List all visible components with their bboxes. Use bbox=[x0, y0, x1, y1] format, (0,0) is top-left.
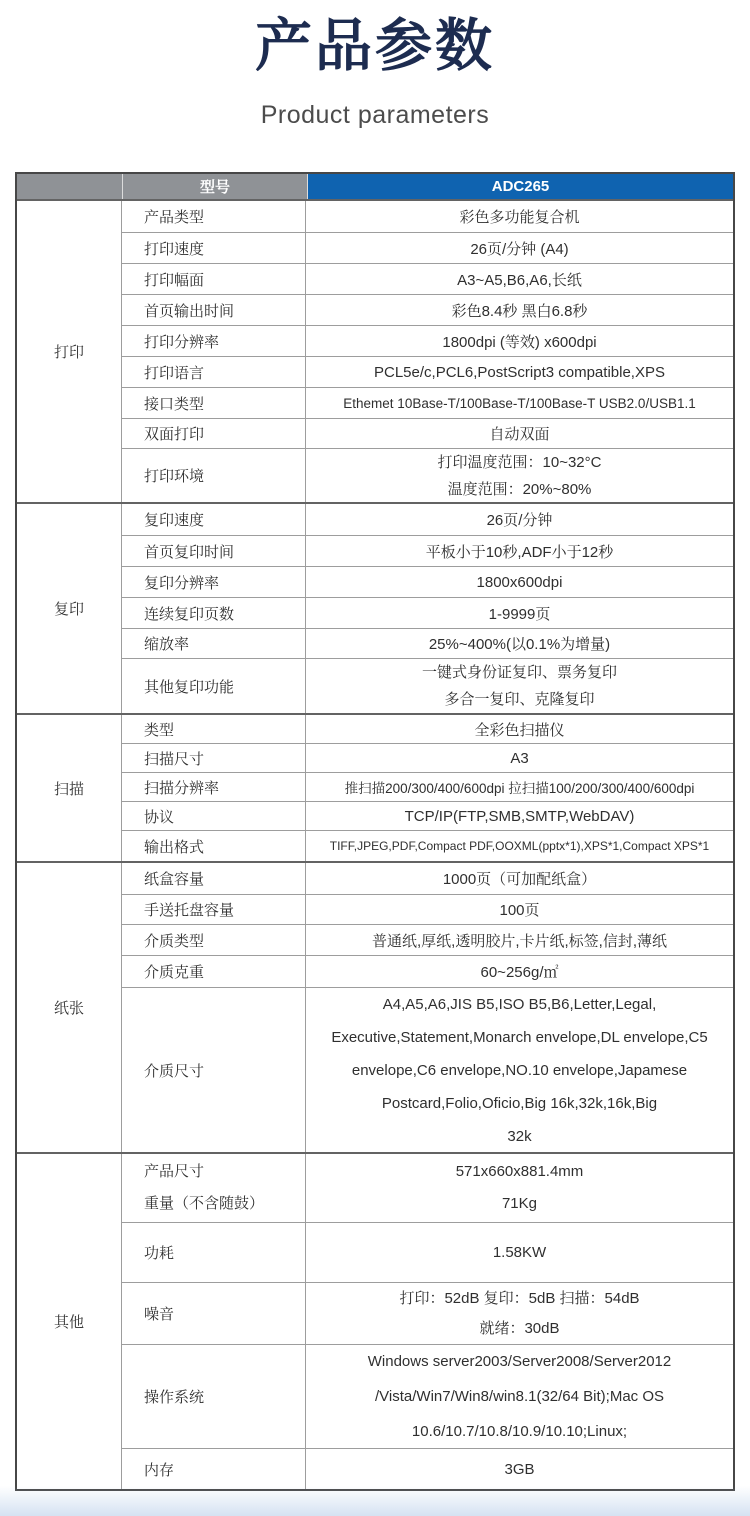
bottom-gradient bbox=[0, 1486, 750, 1516]
spec-value: 推扫描200/300/400/600dpi 拉扫描100/200/300/400/600dpi bbox=[344, 781, 695, 796]
table-row bbox=[122, 1344, 733, 1448]
page-subtitle: Product parameters bbox=[260, 101, 490, 129]
spec-label: 复印分辨率 bbox=[122, 567, 306, 597]
table-row bbox=[122, 658, 733, 713]
header-model-label: 型号 bbox=[122, 174, 307, 199]
section-scan-label: 扫描 bbox=[17, 715, 122, 861]
spec-label: 手送托盘容量 bbox=[122, 895, 306, 924]
spec-value: 1.58KW bbox=[492, 1244, 547, 1261]
spec-value: 普通纸,厚纸,透明胶片,卡片纸,标签,信封,薄纸 bbox=[371, 932, 667, 950]
spec-value: 60~256g/㎡ bbox=[480, 964, 559, 981]
spec-value: 打印温度范围：10~32°C 温度范围：20%~80% bbox=[437, 453, 602, 498]
spec-value: 100页 bbox=[499, 902, 540, 919]
spec-label: 输出格式 bbox=[122, 831, 306, 861]
table-row bbox=[122, 830, 733, 861]
spec-label: 打印分辨率 bbox=[122, 326, 306, 356]
section-copy bbox=[17, 502, 733, 713]
table-row bbox=[122, 504, 733, 535]
spec-value: TCP/IP(FTP,SMB,SMTP,WebDAV) bbox=[404, 807, 635, 825]
table-row bbox=[122, 356, 733, 387]
spec-value: 彩色多功能复合机 bbox=[459, 209, 580, 226]
spec-value: 1800x600dpi bbox=[476, 573, 563, 591]
section-scan bbox=[17, 713, 733, 861]
spec-label: 介质尺寸 bbox=[122, 988, 306, 1152]
spec-label: 首页输出时间 bbox=[122, 295, 306, 325]
spec-label: 功耗 bbox=[122, 1223, 306, 1282]
table-row bbox=[122, 597, 733, 628]
section-other bbox=[17, 1152, 733, 1489]
table-row bbox=[122, 1222, 733, 1282]
table-row bbox=[122, 1448, 733, 1489]
spec-value: A3 bbox=[510, 749, 529, 767]
spec-label: 复印速度 bbox=[122, 504, 306, 535]
table-row bbox=[122, 201, 733, 232]
spec-label: 操作系统 bbox=[122, 1345, 306, 1448]
spec-label: 噪音 bbox=[122, 1283, 306, 1344]
spec-value: 1000页（可加配纸盒） bbox=[442, 871, 597, 888]
spec-label: 双面打印 bbox=[122, 419, 306, 448]
table-row bbox=[122, 924, 733, 955]
spec-value: 自动双面 bbox=[489, 426, 550, 443]
spec-label: 内存 bbox=[122, 1449, 306, 1489]
table-row bbox=[122, 955, 733, 987]
spec-label: 扫描分辨率 bbox=[122, 773, 306, 801]
table-row bbox=[122, 325, 733, 356]
table-row bbox=[122, 263, 733, 294]
header-corner-cell bbox=[17, 174, 122, 199]
section-print-label: 打印 bbox=[17, 201, 122, 502]
spec-value: TIFF,JPEG,PDF,Compact PDF,OOXML(pptx*1),XPS*1,Compact XPS*1 bbox=[329, 839, 710, 853]
table-row bbox=[122, 772, 733, 801]
table-header-row bbox=[17, 174, 733, 199]
spec-value: Ethemet 10Base-T/100Base-T/100Base-T USB2.0/USB1.1 bbox=[343, 395, 696, 411]
page-title: 产品参数 bbox=[255, 14, 495, 78]
spec-value: 1-9999页 bbox=[488, 605, 551, 623]
spec-value: 26页/分钟 bbox=[486, 512, 553, 529]
spec-label: 介质类型 bbox=[122, 925, 306, 955]
spec-label: 其他复印功能 bbox=[122, 659, 306, 713]
spec-label: 打印语言 bbox=[122, 357, 306, 387]
section-print bbox=[17, 199, 733, 502]
section-paper bbox=[17, 861, 733, 1152]
spec-value: 571x660x881.4mm 71Kg bbox=[455, 1163, 584, 1212]
spec-label: 打印环境 bbox=[122, 449, 306, 502]
spec-label: 打印幅面 bbox=[122, 264, 306, 294]
spec-label: 协议 bbox=[122, 802, 306, 830]
spec-label: 首页复印时间 bbox=[122, 536, 306, 566]
section-paper-label: 纸张 bbox=[17, 863, 122, 1152]
spec-label: 产品尺寸 重量（不含随鼓） bbox=[122, 1154, 306, 1222]
table-row bbox=[122, 566, 733, 597]
table-row bbox=[122, 1282, 733, 1344]
spec-value: 3GB bbox=[504, 1460, 535, 1478]
spec-label: 打印速度 bbox=[122, 233, 306, 263]
spec-label: 接口类型 bbox=[122, 388, 306, 418]
spec-value: Windows server2003/Server2008/Server2012 /Vista/Win7/Win8/win8.1(32/64 Bit);Mac OS 10.6/10.7/10.8/10.9/10.10;Linux; bbox=[367, 1353, 672, 1440]
spec-label: 缩放率 bbox=[122, 629, 306, 658]
spec-value: 1800dpi (等效) x600dpi bbox=[442, 333, 597, 351]
spec-value: 平板小于10秒,ADF小于12秒 bbox=[425, 543, 614, 561]
spec-value: A4,A5,A6,JIS B5,ISO B5,B6,Letter,Legal, Executive,Statement,Monarch envelope,DL envelope,C5 envelope,C6 envelope,NO.10 envelope,Japamese Postcard,Folio,Oficio,Big 16k,32k,16k,Big 32k bbox=[331, 995, 708, 1145]
table-row bbox=[122, 232, 733, 263]
spec-value: 26页/分钟 (A4) bbox=[470, 240, 569, 258]
table-row bbox=[122, 894, 733, 924]
table-row bbox=[122, 987, 733, 1152]
table-row bbox=[122, 387, 733, 418]
header-model-value: ADC265 bbox=[307, 174, 733, 199]
table-row bbox=[122, 628, 733, 658]
spec-value: 一键式身份证复印、票务复印 多合一复印、克隆复印 bbox=[421, 664, 617, 708]
table-row bbox=[122, 1154, 733, 1222]
spec-label: 产品类型 bbox=[122, 201, 306, 232]
spec-label: 连续复印页数 bbox=[122, 598, 306, 628]
spec-value: A3~A5,B6,A6,长纸 bbox=[457, 271, 582, 289]
table-row bbox=[122, 535, 733, 566]
spec-label: 扫描尺寸 bbox=[122, 744, 306, 772]
spec-label: 介质克重 bbox=[122, 956, 306, 987]
spec-label: 纸盒容量 bbox=[122, 863, 306, 894]
spec-value: 全彩色扫描仪 bbox=[474, 721, 565, 739]
table-row bbox=[122, 448, 733, 502]
table-row bbox=[122, 743, 733, 772]
table-row bbox=[122, 801, 733, 830]
spec-label: 类型 bbox=[122, 715, 306, 743]
spec-value: 彩色8.4秒 黑白6.8秒 bbox=[451, 302, 588, 320]
table-row bbox=[122, 294, 733, 325]
section-copy-label: 复印 bbox=[17, 504, 122, 713]
table-row bbox=[122, 418, 733, 448]
table-row bbox=[122, 715, 733, 743]
product-spec-table bbox=[15, 172, 735, 1491]
spec-value: PCL5e/c,PCL6,PostScript3 compatible,XPS bbox=[374, 363, 665, 381]
table-row bbox=[122, 863, 733, 894]
section-other-label: 其他 bbox=[17, 1154, 122, 1489]
spec-value: 打印：52dB 复印：5dB 扫描：54dB 就绪：30dB bbox=[399, 1289, 640, 1337]
spec-value: 25%~400%(以0.1%为增量) bbox=[428, 636, 611, 653]
